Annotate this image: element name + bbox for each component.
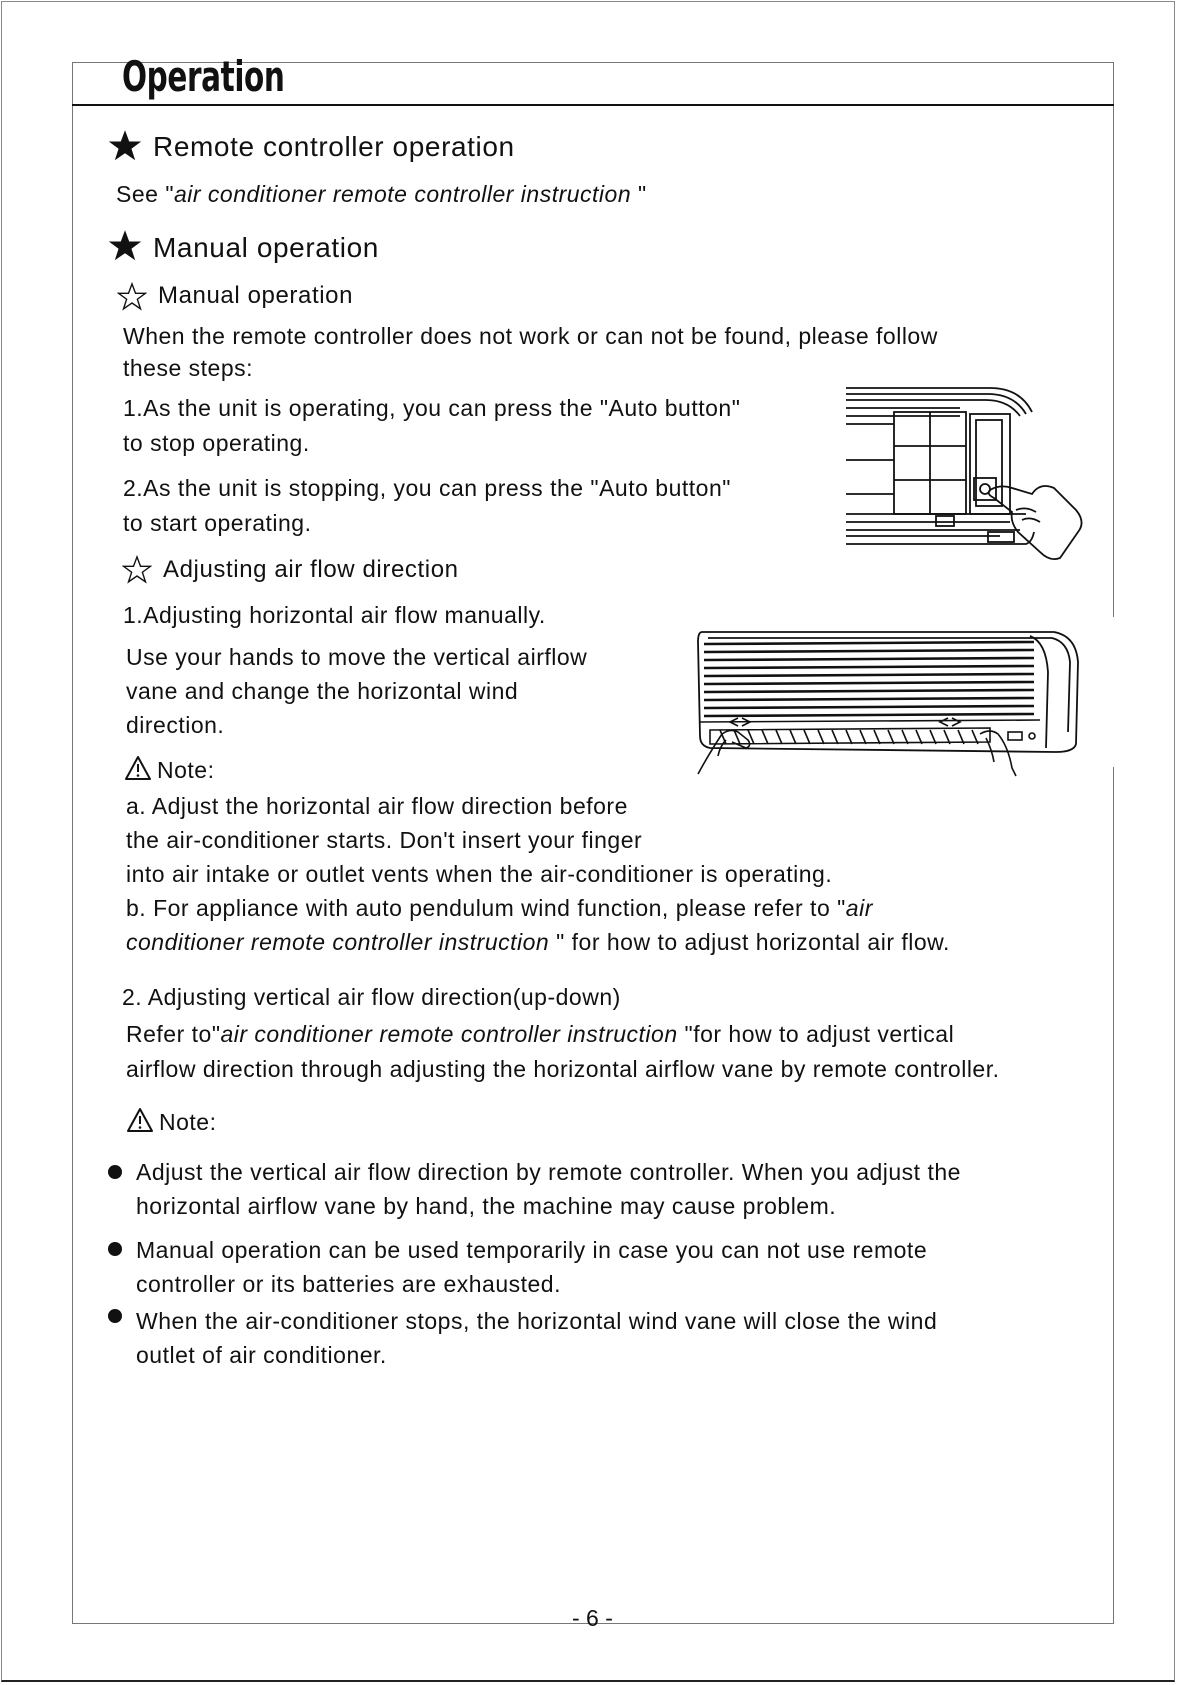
manual-subheading: Manual operation: [158, 282, 354, 309]
step1-line2: to stop operating.: [123, 430, 310, 456]
warning-icon: [124, 755, 152, 781]
outline-star-icon: [122, 555, 152, 585]
note-b-line1: b. For appliance with auto pendulum wind function, please refer to "air: [126, 895, 873, 921]
vertical-heading: 2. Adjusting vertical air flow direction(up-down): [122, 984, 621, 1010]
bullet-2-line1: Manual operation can be used temporarily in case you can not use remote: [136, 1237, 928, 1263]
horizontal-line3: direction.: [126, 712, 225, 738]
step2-line2: to start operating.: [123, 510, 312, 536]
auto-button-illustration: [840, 382, 1102, 562]
page-number: - 6 -: [572, 1605, 613, 1631]
filled-star-icon: [107, 128, 143, 164]
warning-icon: [126, 1107, 154, 1133]
note1-label: Note:: [157, 757, 215, 783]
vertical-line2: airflow direction through adjusting the horizontal airflow vane by remote controller.: [126, 1056, 1000, 1082]
note-a-line3: into air intake or outlet vents when the air-conditioner is operating.: [126, 861, 833, 887]
bullet-dot: [108, 1242, 122, 1256]
note-b-line2: conditioner remote controller instruction " for how to adjust horizontal air flow.: [126, 929, 950, 955]
bullet-3-line2: outlet of air conditioner.: [136, 1342, 387, 1368]
step2-line1: 2.As the unit is stopping, you can press the "Auto button": [123, 475, 731, 501]
manual-heading: Manual operation: [153, 232, 379, 263]
vertical-line1: Refer to"air conditioner remote controller instruction "for how to adjust vertical: [126, 1021, 955, 1047]
bullet-3-line1: When the air-conditioner stops, the horizontal wind vane will close the wind: [136, 1308, 938, 1334]
bullet-1-line1: Adjust the vertical air flow direction by remote controller. When you adjust the: [136, 1159, 961, 1185]
remote-heading: Remote controller operation: [153, 131, 515, 162]
title-rule: [72, 104, 1114, 106]
bullet-2-line2: controller or its batteries are exhausted.: [136, 1271, 561, 1297]
manual-intro-line2: these steps:: [123, 355, 254, 381]
horizontal-line1: Use your hands to move the vertical airflow: [126, 644, 588, 670]
indoor-unit-illustration: [690, 622, 1080, 778]
note2-label: Note:: [159, 1109, 217, 1135]
airflow-subheading: Adjusting air flow direction: [163, 556, 459, 583]
outline-star-icon: [117, 282, 147, 312]
step1-line1: 1.As the unit is operating, you can press the "Auto button": [123, 395, 741, 421]
note-a-line2: the air-conditioner starts. Don't insert your finger: [126, 827, 643, 853]
filled-star-icon: [107, 228, 143, 264]
note-a-line1: a. Adjust the horizontal air flow direction before: [126, 793, 628, 819]
bullet-1-line2: horizontal airflow vane by hand, the machine may cause problem.: [136, 1193, 837, 1219]
horizontal-line2: vane and change the horizontal wind: [126, 678, 519, 704]
bullet-dot: [108, 1165, 122, 1179]
page-title: Operation: [122, 52, 285, 101]
manual-intro-line1: When the remote controller does not work or can not be found, please follow: [123, 323, 938, 349]
horizontal-heading: 1.Adjusting horizontal air flow manually.: [123, 602, 546, 628]
bullet-dot: [108, 1309, 122, 1323]
frame-gap: [1110, 617, 1116, 767]
remote-see-line: See "air conditioner remote controller instruction ": [116, 181, 647, 207]
